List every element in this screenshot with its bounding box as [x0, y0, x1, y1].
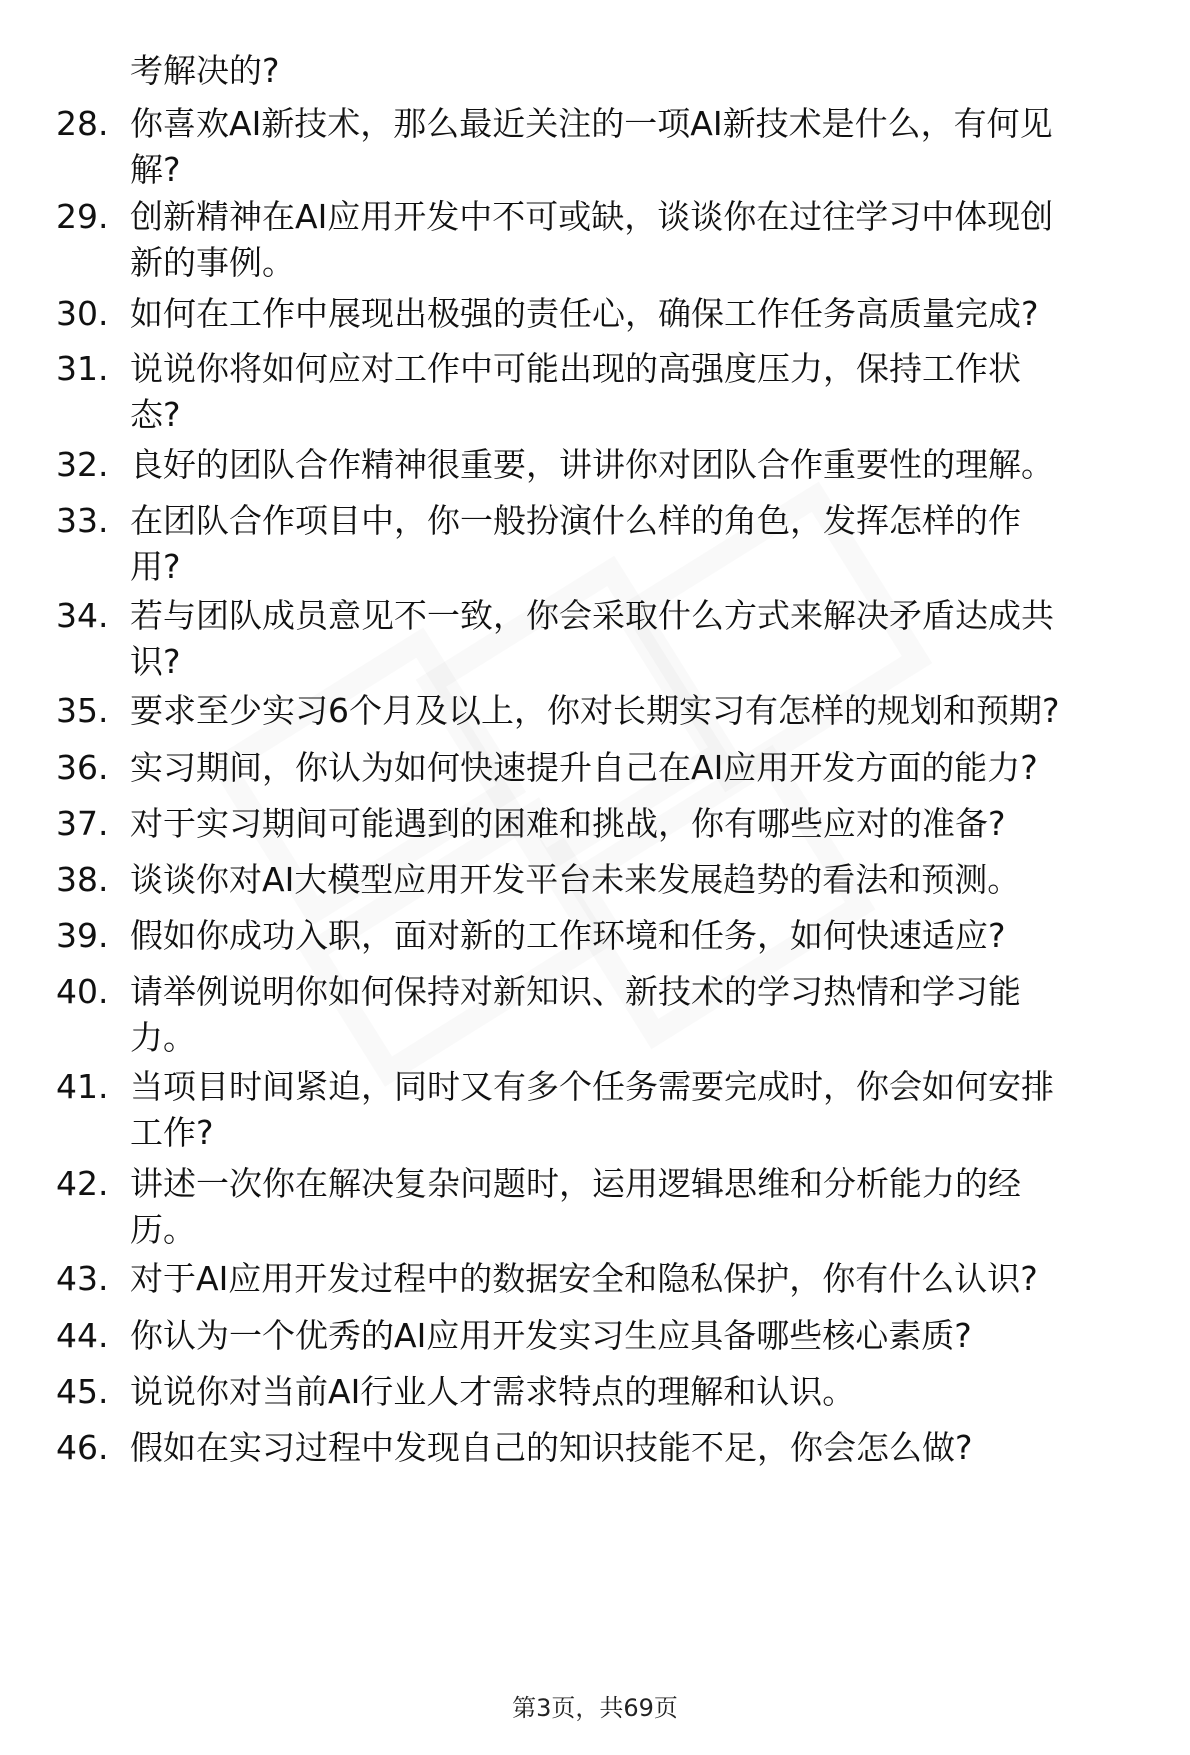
question-text-line: 在团队合作项目中，你一般扮演什么样的角色，发挥怎样的作 [130, 501, 1021, 540]
question-text-line: 力。 [130, 1018, 196, 1057]
question-text [130, 1161, 1170, 1253]
question-text [130, 442, 1170, 488]
question-text [130, 969, 1170, 1061]
question-text-line: 创新精神在AI应用开发中不可或缺，谈谈你在过往学习中体现创 [130, 197, 1054, 236]
question-number: 34. [56, 596, 109, 635]
question-text-line: 讲述一次你在解决复杂问题时，运用逻辑思维和分析能力的经 [130, 1164, 1021, 1203]
question-text [130, 1369, 1170, 1415]
question-text-line: 态? [130, 395, 181, 434]
question-text-line: 工作? [130, 1113, 214, 1152]
question-text-line: 对于实习期间可能遇到的困难和挑战，你有哪些应对的准备? [130, 804, 1006, 843]
question-text [130, 498, 1170, 590]
question-text [130, 291, 1170, 337]
question-text [130, 745, 1170, 791]
question-text-line: 你认为一个优秀的AI应用开发实习生应具备哪些核心素质? [130, 1316, 972, 1355]
question-text-line: 如何在工作中展现出极强的责任心，确保工作任务高质量完成? [130, 294, 1039, 333]
question-number: 36. [56, 748, 109, 787]
question-text-line: 请举例说明你如何保持对新知识、新技术的学习热情和学习能 [130, 972, 1021, 1011]
question-text-line: 良好的团队合作精神很重要，讲讲你对团队合作重要性的理解。 [130, 445, 1054, 484]
question-text [130, 194, 1170, 286]
question-text-line: 识? [130, 642, 181, 681]
question-text-line: 假如你成功入职，面对新的工作环境和任务，如何快速适应? [130, 916, 1006, 955]
page-footer: 第3页，共69页 [512, 1694, 678, 1722]
question-text-line: 新的事例。 [130, 243, 295, 282]
question-text-line: 若与团队成员意见不一致，你会采取什么方式来解决矛盾达成共 [130, 596, 1054, 635]
question-text [130, 801, 1170, 847]
question-text-line: 对于AI应用开发过程中的数据安全和隐私保护，你有什么认识? [130, 1259, 1038, 1298]
question-number: 37. [56, 804, 109, 843]
question-number: 28. [56, 104, 109, 143]
question-number: 38. [56, 860, 109, 899]
question-text-line: 历。 [130, 1210, 196, 1249]
question-number: 42. [56, 1164, 109, 1203]
question-text-line: 要求至少实习6个月及以上，你对长期实习有怎样的规划和预期? [130, 691, 1060, 730]
question-text-line: 说说你将如何应对工作中可能出现的高强度压力，保持工作状 [130, 349, 1021, 388]
question-text-line: 说说你对当前AI行业人才需求特点的理解和认识。 [130, 1372, 856, 1411]
question-text-line: 你喜欢AI新技术，那么最近关注的一项AI新技术是什么，有何见 [130, 104, 1053, 143]
question-text [130, 688, 1170, 734]
question-text [130, 1313, 1170, 1359]
question-number: 44. [56, 1316, 109, 1355]
question-text [130, 593, 1170, 685]
question-text [130, 913, 1170, 959]
question-number: 35. [56, 691, 109, 730]
question-number: 46. [56, 1428, 109, 1467]
question-text-line: 当项目时间紧迫，同时又有多个任务需要完成时，你会如何安排 [130, 1067, 1054, 1106]
question-text [130, 346, 1170, 438]
question-number: 32. [56, 445, 109, 484]
question-number: 39. [56, 916, 109, 955]
question-number: 41. [56, 1067, 109, 1106]
question-text [130, 1425, 1170, 1471]
question-text [130, 1256, 1170, 1302]
question-text-line: 假如在实习过程中发现自己的知识技能不足，你会怎么做? [130, 1428, 973, 1467]
question-number: 40. [56, 972, 109, 1011]
question-text-line: 解? [130, 150, 181, 189]
question-text [130, 857, 1170, 903]
question-text-line: 用? [130, 547, 181, 586]
question-number: 45. [56, 1372, 109, 1411]
question-number: 30. [56, 294, 109, 333]
question-text [130, 1064, 1170, 1156]
question-number: 29. [56, 197, 109, 236]
previous-question-continuation: 考解决的? [130, 51, 280, 90]
question-text [130, 101, 1170, 193]
question-text-line: 谈谈你对AI大模型应用开发平台未来发展趋势的看法和预测。 [130, 860, 1021, 899]
question-text-line: 实习期间，你认为如何快速提升自己在AI应用开发方面的能力? [130, 748, 1038, 787]
question-number: 33. [56, 501, 109, 540]
question-number: 43. [56, 1259, 109, 1298]
question-number: 31. [56, 349, 109, 388]
